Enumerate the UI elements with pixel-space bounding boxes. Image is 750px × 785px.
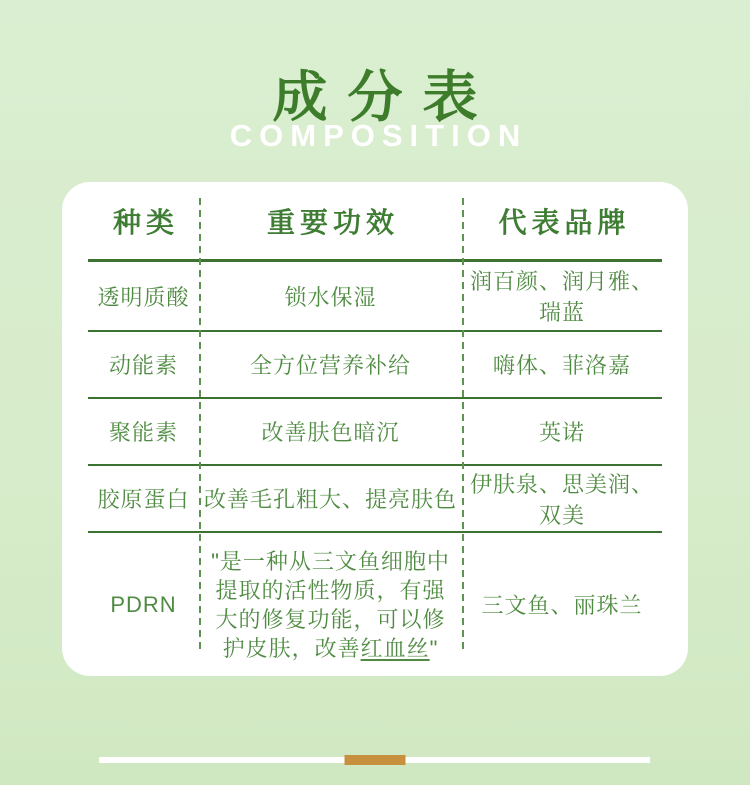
table-header-row: [88, 182, 662, 262]
hero-title-block: [0, 0, 750, 182]
table-row: [88, 262, 662, 332]
column-header-effect: 重要功效: [266, 206, 399, 238]
cell-effect: 锁水保湿: [284, 284, 377, 310]
cell-type: 聚能素: [108, 420, 178, 445]
description-underlined-text: 红血丝: [360, 635, 430, 661]
cell-brands: 英诺: [538, 420, 585, 445]
column-header-brands: 代表品牌: [498, 206, 631, 238]
cell-brands: 伊肤泉、思美润、双美: [469, 471, 654, 528]
column-divider-dashed-line: [199, 198, 201, 650]
title-english-watermark: COMPOSITION: [229, 118, 528, 153]
cell-effect: 全方位营养补给: [249, 353, 411, 378]
cell-type: 胶原蛋白: [97, 487, 190, 512]
table-row: [88, 332, 662, 399]
composition-table-card: [62, 182, 688, 676]
cell-brands: 嗨体、菲洛嘉: [492, 353, 631, 378]
description-closing-quote: ": [429, 635, 439, 661]
cell-type: PDRN: [110, 591, 177, 617]
bottom-gold-accent-bar: [344, 755, 405, 765]
cell-effect: 改善毛孔粗大、提亮肤色: [203, 487, 457, 512]
cell-type: 透明质酸: [97, 284, 190, 310]
cell-type: 动能素: [108, 353, 178, 378]
column-header-type: 种类: [112, 206, 179, 238]
page-title: 成分表: [272, 66, 498, 128]
table-row: [88, 399, 662, 466]
pdrn-description: [209, 547, 453, 663]
cell-effect-description: [199, 533, 462, 676]
column-divider-dashed-line: [462, 198, 464, 650]
table-row: [88, 466, 662, 533]
cell-brands: 三文鱼、丽珠兰: [481, 593, 643, 618]
table-row: [88, 533, 662, 676]
bottom-divider-line: [99, 757, 650, 763]
description-text: "是一种从三文鱼细胞中提取的活性物质，有强大的修复功能，可以修护皮肤，改善: [211, 548, 450, 661]
cell-brands: 润百颜、润月雅、瑞蓝: [469, 269, 654, 325]
cell-effect: 改善肤色暗沉: [261, 420, 400, 445]
